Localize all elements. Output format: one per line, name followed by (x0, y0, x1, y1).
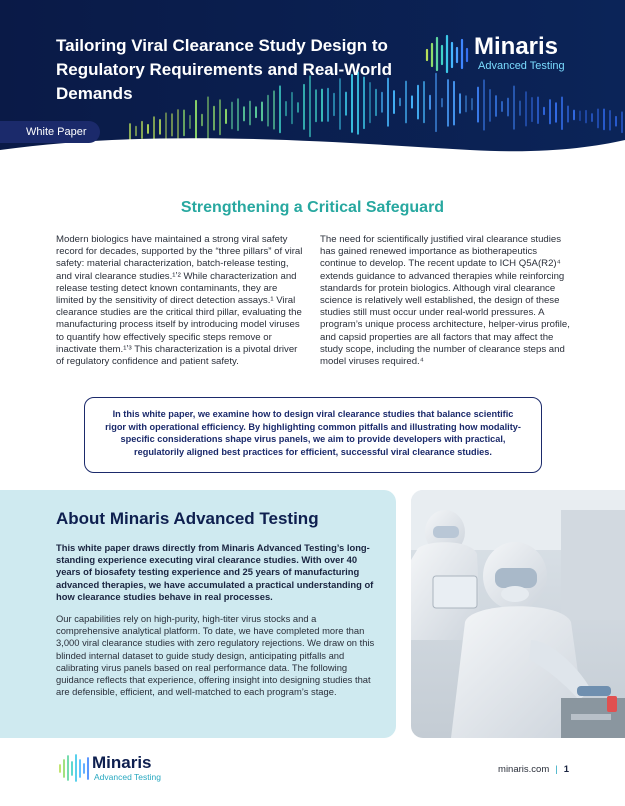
about-lead-paragraph: This white paper draws directly from Minaris Advanced Testing’s long-standing experience executing viral clearance studies. With over 40 years of biosafety testing experience and 25 years of manufacturing advanced therapies, we have accumulated a practical understanding of how clearance studies behave in real processes. (56, 542, 374, 602)
footer-logo (58, 752, 198, 784)
logo-brand: Minaris (474, 33, 559, 60)
about-body-paragraph: Our capabilities rely on high-purity, high-titer virus stocks and a comprehensive analytical platform. To date, we have completed more than 3,000 viral clearance studies with zero regulatory rejections. We draw on this blinded internal dataset to guide study design, anticipating pitfalls and calibrating virus panels based on real performance data. The following guidance reflects that experience, offering insight into designing studies that are defensible, efficient, and well-matched to each program’s stage. (56, 613, 375, 698)
footer-logo-brand: Minaris (92, 753, 152, 772)
footer-meta (498, 764, 569, 775)
about-title: About Minaris Advanced Testing (56, 509, 319, 528)
footer-logo-subtitle: Advanced Testing (94, 772, 161, 782)
about-panel (0, 490, 396, 738)
section-heading: Strengthening a Critical Safeguard (180, 199, 445, 216)
page-title: Tailoring Viral Clearance Study Design to Regulatory Requirements and Real-World Demands (56, 36, 392, 103)
website-link[interactable]: minaris.com (498, 764, 550, 775)
intro-left-column: Modern biologics have maintained a strong viral safety record for decades, supported by the “three pillars” of viral safety: material characterization, batch-release testing, and viral clearance studies.¹ʼ² While characterization and release testing detect known contaminants, they are limited by the sensitivity of direct detection assays.¹ Viral clearance studies are the critical third pillar, evaluating the manufacturing process itself by introducing model viruses to quantify how effectively specific steps remove or inactivate them.¹ʼ³ This characterization is a pivotal driver of regulatory confidence and patient safety. (56, 234, 303, 368)
header-logo (424, 34, 584, 74)
waveform-logo-icon (424, 34, 472, 74)
document-type-badge: White Paper (0, 121, 100, 143)
footer-separator: | (555, 764, 558, 775)
logo-subtitle: Advanced Testing (478, 60, 565, 72)
page-number: 1 (563, 764, 569, 775)
lab-scientists-photo (411, 490, 625, 738)
page-header (0, 0, 625, 165)
intro-right-column: The need for scientifically justified viral clearance studies has gained renewed importance as biotherapeutics continue to develop. The recent update to ICH Q5A(R2)⁴ extends guidance to advanced therapies while reinforcing standards for protein biologics. Although viral clearance science is relatively well established, the design of these studies still must occur under real-world pressures. A program’s unique process architecture, helper-virus profile, and capsid properties are all factors that may affect the study scope, including the number of clearance steps and model viruses required.⁴ (320, 234, 570, 368)
waveform-logo-icon (58, 753, 90, 783)
summary-callout: In this white paper, we examine how to design viral clearance studies that balance scientific rigor with operational efficiency. By highlighting common pitfalls and illustrating how modality-specific considerations shape virus panels, we aim to provide developers with practical, regulatorily aligned best practices for efficient, successful viral clearance studies. (84, 397, 542, 473)
